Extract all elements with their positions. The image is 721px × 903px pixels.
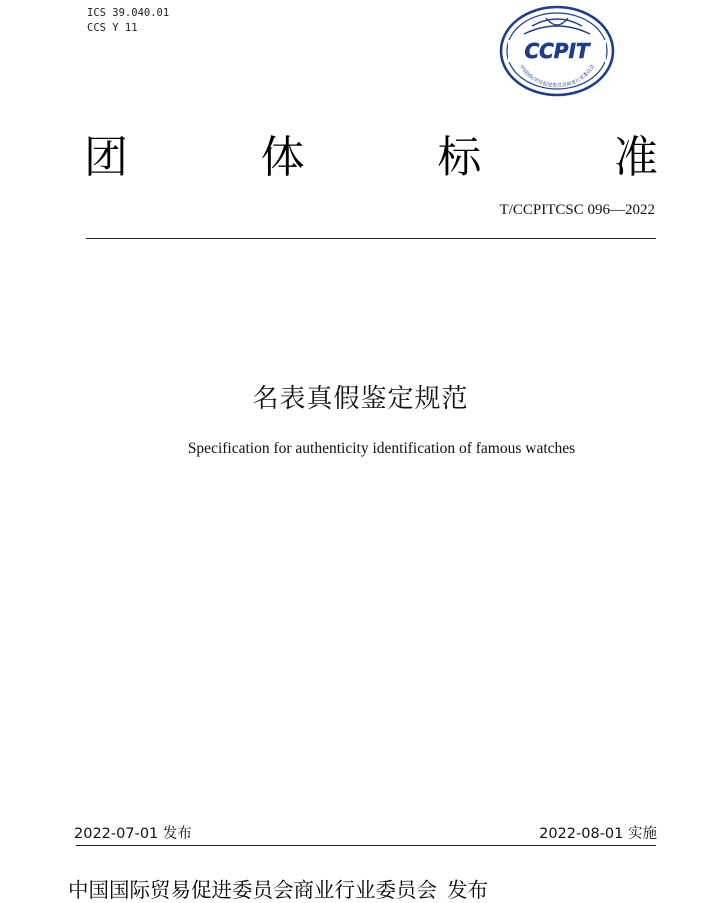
- ics-code: ICS 39.040.01: [87, 7, 170, 19]
- logo-ring-text-path: 中国国际贸易促进委员会商业行业委员会: [517, 63, 597, 90]
- logo-text: CCPIT: [524, 39, 590, 63]
- title-char: 标: [437, 132, 482, 183]
- logo-ring-text: [518, 63, 596, 89]
- standard-number: T/CCPITCSC 096—2022: [499, 202, 655, 218]
- publish-date: 2022-07-01 发布: [74, 826, 192, 842]
- globe-icon: [524, 18, 590, 34]
- publisher-suffix: 发布: [447, 878, 488, 902]
- document-subtitle: Specification for authenticity identification of famous watches: [187, 440, 576, 457]
- title-char: 团: [84, 132, 128, 183]
- title-char: 体: [260, 132, 305, 183]
- document-title: 名表真假鉴定规范: [252, 384, 469, 414]
- implement-date: 2022-08-01 实施: [539, 826, 657, 842]
- classification-codes: [87, 6, 169, 36]
- footer-divider: [76, 845, 656, 846]
- header-divider: [86, 238, 656, 239]
- publisher-name: 中国国际贸易促进委员会商业行业委员会: [68, 878, 437, 902]
- publisher-line: [68, 873, 658, 903]
- title-char: 准: [613, 132, 658, 183]
- ccs-code: CCS Y 11: [87, 22, 138, 34]
- ccpit-logo: [498, 4, 616, 98]
- standard-type-title: [84, 132, 658, 184]
